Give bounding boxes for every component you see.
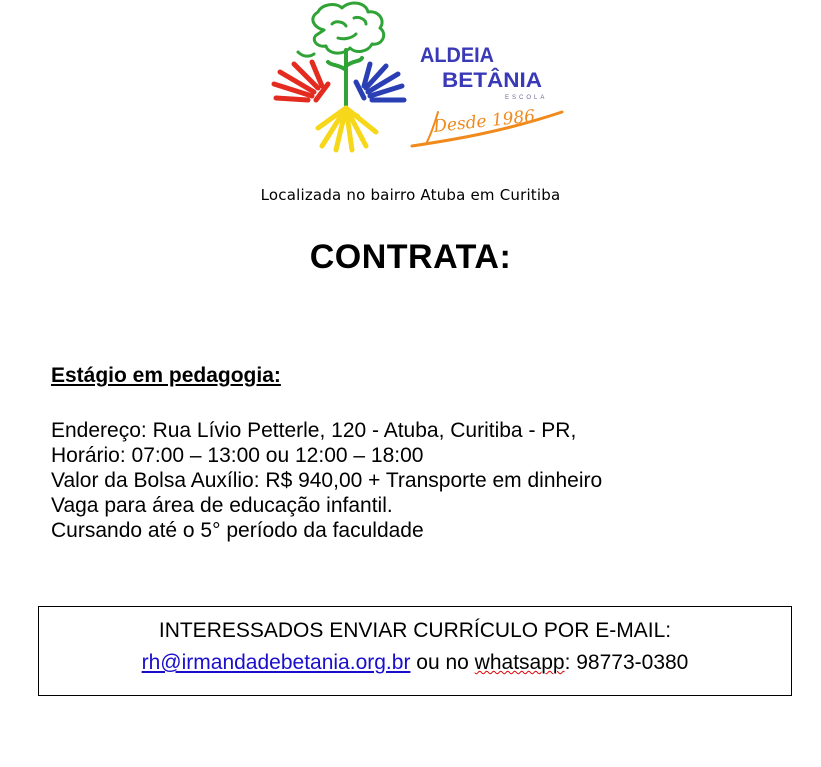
job-details-list — [51, 418, 602, 543]
contact-heading: INTERESSADOS ENVIAR CURRÍCULO POR E-MAIL: — [158, 619, 672, 642]
detail-schedule: Horário: 07:00 – 13:00 ou 12:00 – 18:00 — [51, 444, 424, 467]
tree-canopy-icon — [298, 3, 384, 56]
logo-tagline: ESCOLA — [505, 95, 548, 101]
whatsapp-label: whatsapp — [474, 651, 565, 674]
email-link[interactable]: rh@irmandadebetania.org.br — [141, 651, 411, 674]
whatsapp-number: : 98773-0380 — [564, 651, 689, 674]
page-headline: CONTRATA: — [309, 238, 512, 276]
location-subtitle: Localizada no bairro Atuba em Curitiba — [260, 186, 561, 204]
logo-name-line1: ALDEIA — [420, 44, 494, 67]
detail-stipend: Valor da Bolsa Auxílio: R$ 940,00 + Transporte em dinheiro — [51, 469, 603, 492]
logo-name-line2: BETÂNIA — [442, 69, 536, 92]
yellow-roots-icon — [318, 108, 376, 150]
blue-hand-icon — [356, 64, 404, 100]
contact-details — [39, 651, 791, 675]
red-hand-icon — [274, 62, 328, 100]
school-logo — [262, 0, 572, 160]
contact-connector: ou no — [410, 651, 475, 674]
logo-since: Desde 1986 — [432, 106, 536, 137]
detail-requirement: Cursando até o 5° período da faculdade — [51, 519, 424, 542]
contact-box — [38, 606, 792, 696]
detail-area: Vaga para área de educação infantil. — [51, 494, 393, 517]
detail-address: Endereço: Rua Lívio Petterle, 120 - Atuba, Curitiba - PR, — [51, 419, 577, 442]
job-title: Estágio em pedagogia: — [51, 364, 281, 387]
tree-trunk-icon — [328, 50, 362, 108]
